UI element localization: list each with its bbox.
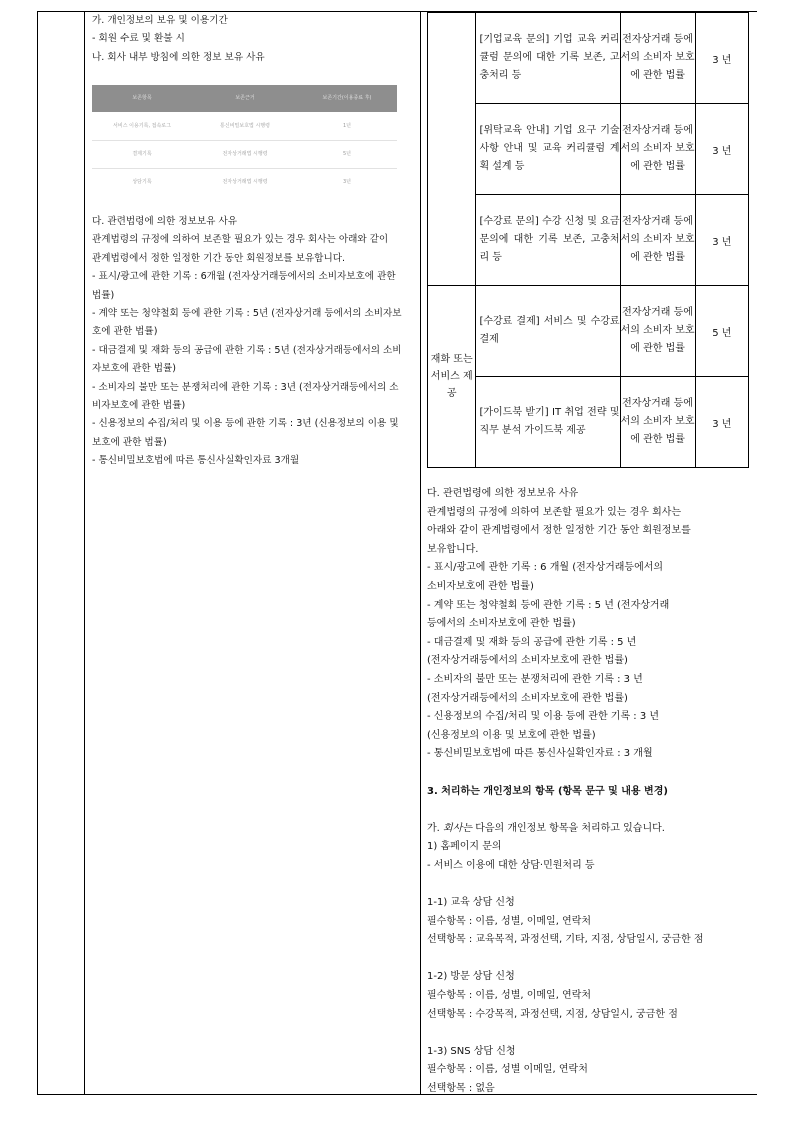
image-table-cell: 전자상거래법 시행령 — [222, 151, 268, 157]
image-table-cell: 1년 — [342, 123, 351, 129]
text-line: 나. 회사 내부 방침에 의한 정보 보유 사유 — [92, 51, 265, 63]
section3-prefix: 가. — [427, 822, 444, 834]
image-table-cell: 통신비밀보호법 시행령 — [220, 123, 270, 129]
law-cell: 전자상거래 등에서의 소비자 보호에 관한 법률 — [620, 195, 695, 286]
section3-italic: 회사는 — [443, 822, 473, 834]
image-table-cell: 서비스 이용기록, 접속로그 — [113, 123, 171, 129]
group-cell-empty — [428, 13, 476, 286]
text-line: 선택항목 : 없음 — [427, 1083, 495, 1094]
text-line: 1-1) 교육 상담 신청 — [427, 897, 515, 909]
text-line: - 대금결제 및 재화 등의 공급에 관한 기록 : 5년 (전자상거래등에서의 소비 — [92, 344, 402, 356]
table-row — [428, 377, 749, 468]
table-row — [428, 13, 749, 104]
text-line: 아래와 같이 관계법령에서 정한 일정한 기간 동안 회원정보를 — [427, 525, 691, 537]
text-line: (전자상거래등에서의 소비자보호에 관한 법률) — [427, 692, 628, 704]
image-table-cell: 결제기록 — [132, 151, 152, 157]
text-line: 필수항목 : 이름, 성별, 이메일, 연락처 — [427, 990, 592, 1002]
text-line: 1) 홈페이지 문의 — [427, 841, 502, 853]
text-line: 다. 관련법령에 의한 정보보유 사유 — [427, 488, 579, 499]
blank-line — [427, 950, 757, 969]
text-line: 소비자보호에 관한 법률) — [427, 580, 534, 592]
law-cell: 전자상거래 등에서의 소비자 보호에 관한 법률 — [620, 104, 695, 195]
blank-line — [427, 1024, 757, 1043]
desc-cell: [위탁교육 안내] 기업 요구 기술사항 안내 및 교육 커리큘럼 계획 설계 등 — [476, 104, 620, 195]
image-table-header-cell: 보존기간(이용종료 후) — [322, 95, 372, 101]
text-line: 비자보호에 관한 법률) — [92, 400, 186, 412]
law-cell: 전자상거래 등에서의 소비자 보호에 관한 법률 — [620, 377, 695, 468]
retention-table — [427, 12, 749, 468]
text-line: 1-3) SNS 상담 신청 — [427, 1045, 516, 1057]
image-table-cell: 3년 — [342, 179, 351, 185]
image-table-header-cell: 보존근거 — [235, 95, 255, 101]
text-line: - 서비스 이용에 대한 상담·민원처리 등 — [427, 859, 595, 871]
text-line: 가. 개인정보의 보유 및 이용기간 — [92, 15, 228, 26]
text-line: - 계약 또는 청약철회 등에 관한 기록 : 5 년 (전자상거래 — [427, 599, 670, 611]
image-table-cell: 전자상거래법 시행령 — [222, 179, 268, 185]
law-cell: 전자상거래 등에서의 소비자 보호에 관한 법률 — [620, 13, 695, 104]
text-line: 선택항목 : 수강목적, 과정선택, 지점, 상담일시, 궁금한 점 — [427, 1008, 678, 1020]
blank-line — [427, 764, 757, 783]
frame-left-line — [37, 11, 38, 1095]
text-line: - 신용정보의 수집/처리 및 이용 등에 관한 기록 : 3년 (신용정보의 이용 및 — [92, 418, 399, 430]
blank-line — [427, 875, 757, 894]
text-line: 관계법령의 규정에 의하여 보존할 필요가 있는 경우 회사는 — [427, 506, 682, 518]
text-line: 자보호에 관한 법률) — [92, 363, 176, 375]
desc-cell: [가이드북 받기] IT 취업 전략 및 직무 분석 가이드북 제공 — [476, 377, 620, 468]
section3-intro — [427, 820, 757, 839]
text-line: 등에서의 소비자보호에 관한 법률) — [427, 618, 576, 630]
period-cell: 5 년 — [695, 286, 748, 377]
frame-col-line — [84, 11, 85, 1095]
text-line: - 소비자의 불만 또는 분쟁처리에 관한 기록 : 3 년 — [427, 673, 643, 685]
period-cell: 3 년 — [695, 377, 748, 468]
image-table-cell: 5년 — [342, 151, 351, 157]
text-line: - 대금결제 및 재화 등의 공급에 관한 기록 : 5 년 — [427, 636, 637, 648]
left-top-text — [92, 12, 420, 67]
desc-cell: [수강료 문의] 수강 신청 및 요금 문의에 대한 기록 보존, 고충처리 등 — [476, 195, 620, 286]
text-line: - 계약 또는 청약철회 등에 관한 기록 : 5년 (전자상거래 등에서의 소비자보 — [92, 308, 402, 320]
text-line: 선택항목 : 교육목적, 과정선택, 기타, 지점, 상담일시, 궁금한 점 — [427, 934, 704, 946]
text-line: (신용정보의 이용 및 보호에 관한 법률) — [427, 729, 596, 741]
frame-mid-line — [420, 11, 421, 1095]
section-heading: 3. 처리하는 개인정보의 항목 (항목 문구 및 내용 변경) — [427, 785, 668, 797]
text-line: - 신용정보의 수집/처리 및 이용 등에 관한 기록 : 3 년 — [427, 711, 660, 723]
image-table-row — [92, 168, 397, 196]
image-table-row — [92, 140, 397, 169]
table-row — [428, 104, 749, 195]
text-line: 다. 관련법령에 의한 정보보유 사유 — [92, 216, 237, 227]
image-table-row — [92, 112, 397, 141]
text-line: - 회원 수료 및 환불 시 — [92, 33, 185, 45]
text-line: - 표시/광고에 관한 기록 : 6 개월 (전자상거래등에서의 — [427, 562, 664, 574]
blank-line — [427, 801, 757, 820]
desc-cell: [수강료 결제] 서비스 및 수강료 결제 — [476, 286, 620, 377]
group-cell-goods-service: 재화 또는 서비스 제공 — [428, 286, 476, 468]
image-table-cell: 상담기록 — [132, 179, 152, 185]
law-cell: 전자상거래 등에서의 소비자 보호에 관한 법률 — [620, 286, 695, 377]
retention-image-table — [92, 85, 397, 198]
text-line: (전자상거래등에서의 소비자보호에 관한 법률) — [427, 655, 628, 667]
text-line: 필수항목 : 이름, 성별 이메일, 연락처 — [427, 1064, 588, 1076]
desc-cell: [기업교육 문의] 기업 교육 커리큘럼 문의에 대한 기록 보존, 고충처리 등 — [476, 13, 620, 104]
period-cell: 3 년 — [695, 104, 748, 195]
text-line: - 표시/광고에 관한 기록 : 6개월 (전자상거래등에서의 소비자보호에 관한 — [92, 271, 396, 283]
text-line: 관계법령의 규정에 의하여 보존할 필요가 있는 경우 회사는 아래와 같이 — [92, 234, 389, 246]
section3-rest: 다음의 개인정보 항목을 처리하고 있습니다. — [472, 822, 665, 834]
image-table-header-cell: 보존항목 — [132, 95, 152, 101]
text-line: - 통신비밀보호법에 따른 통신사실확인자료 3개월 — [92, 455, 300, 467]
period-cell: 3 년 — [695, 13, 748, 104]
table-row — [428, 195, 749, 286]
text-line: 관계법령에서 정한 일정한 기간 동안 회원정보를 보유합니다. — [92, 252, 346, 264]
text-line: 호에 관한 법률) — [92, 326, 158, 338]
text-line: 보유합니다. — [427, 543, 479, 555]
text-line: - 소비자의 불만 또는 분쟁처리에 관한 기록 : 3년 (전자상거래등에서의 소 — [92, 381, 399, 393]
period-cell: 3 년 — [695, 195, 748, 286]
table-row — [428, 286, 749, 377]
right-text — [427, 485, 757, 1099]
left-bottom-text — [92, 213, 420, 471]
text-line: 1-2) 방문 상담 신청 — [427, 971, 515, 983]
text-line: 법률) — [92, 289, 115, 301]
text-line: 보호에 관한 법률) — [92, 436, 167, 448]
text-line: - 통신비밀보호법에 따른 통신사실확인자료 : 3 개월 — [427, 748, 653, 760]
text-line: 필수항목 : 이름, 성별, 이메일, 연락처 — [427, 915, 592, 927]
